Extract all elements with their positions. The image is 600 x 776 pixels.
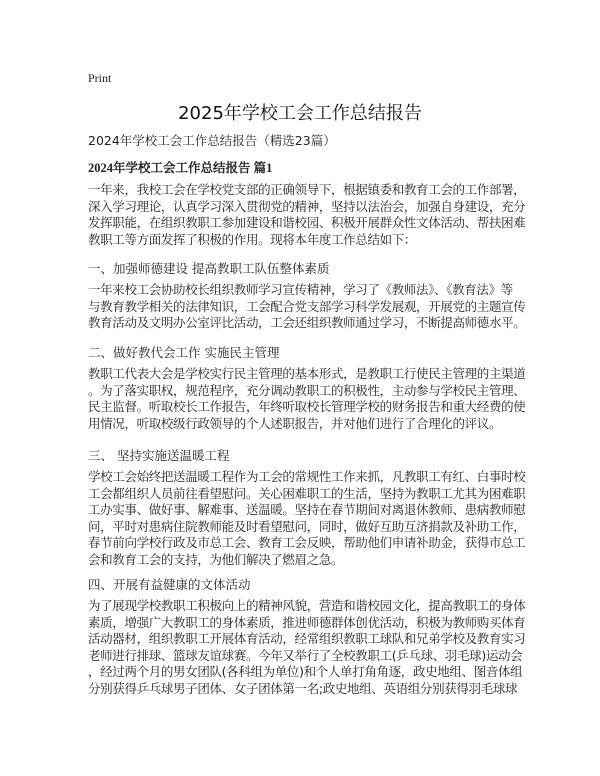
text-line: 素质，增强广大教职工的身体素质，推进师德群体创优活动，积极为教师购买体育 bbox=[88, 614, 526, 630]
section-paragraph bbox=[88, 469, 528, 569]
text-line: 教育活动及文明办公室评比活动，工会还组织教师通过学习，不断提高师德水平。 bbox=[88, 315, 526, 331]
text-line: 分别获得乒乓球男子团体、女子团体第一名;政史地组、英语组分别获得羽毛球球 bbox=[88, 680, 518, 696]
text-line: 发挥职能，在组织教职工参加建设和谐校园、积极开展群众性文体活动、帮扶困难 bbox=[88, 215, 526, 231]
section-heading: 三、 坚持实施送温暖工程 bbox=[88, 448, 230, 463]
text-line: 学校工会始终把送温暖工程作为工会的常规性工作来抓，凡教职工有红、白事时校 bbox=[88, 469, 526, 484]
text-line: 。为了落实职权，规范程序，充分调动教职工的积极性，主动参与学校民主管理、 bbox=[88, 382, 526, 398]
text-line: 春节前向学校行政及市总工会、教育工会反映，帮助他们申请补助金，获得市总工 bbox=[88, 535, 526, 551]
text-line: 用情况，听取校级行政领导的个人述职报告，并对他们进行了合理化的评议。 bbox=[88, 415, 502, 431]
text-line: 活动器材，组织教职工开展体育活动，经常组织教职工球队和兄弟学校及教育实习 bbox=[88, 631, 526, 647]
section-heading: 二、做好教代会工作 实施民主管理 bbox=[88, 345, 280, 360]
text-line: 教职工等方面发挥了积极的作用。现将本年度工作总结如下： bbox=[88, 231, 417, 247]
subtitle: 2024年学校工会工作总结报告（精选23篇） bbox=[88, 133, 336, 148]
text-line: 一年来，我校工会在学校党支部的正确领导下，根据镇委和教育工会的工作部署， bbox=[88, 182, 526, 197]
page-title: 2025年学校工会工作总结报告 bbox=[178, 103, 422, 124]
text-line: 问，平时对患病住院教师能及时看望慰问，同时，做好互助互济捐款及补助工作， bbox=[88, 518, 526, 534]
text-line: 工办实事、做好事、解难事、送温暖。坚持在春节期间对离退休教师、患病教师慰 bbox=[88, 502, 526, 518]
text-line: 一年来校工会协助校长组织教师学习宣传精神，学习了《教师法》、《教育法》等 bbox=[88, 282, 513, 297]
text-line: 为了展现学校教职工积极向上的精神风貌，营造和谐校园文化，提高教职工的身体 bbox=[88, 598, 526, 613]
text-line: ，经过两个月的男女团队(各科组为单位)和个人单打角角逐，政史地组、图音体组 bbox=[88, 664, 523, 680]
intro-paragraph bbox=[88, 182, 528, 248]
text-line: 工会都组织人员前往看望慰问。关心困难职工的生活，坚持为教职工尤其为困难职 bbox=[88, 485, 526, 501]
section-paragraph bbox=[88, 366, 528, 432]
section-heading: 一、加强师德建设 提高教职工队伍整体素质 bbox=[88, 261, 330, 276]
section-paragraph bbox=[88, 598, 528, 698]
section-paragraph bbox=[88, 282, 528, 332]
print-link[interactable]: Print bbox=[88, 71, 112, 85]
text-line: 会和教育工会的支持，为他们解决了燃眉之急。 bbox=[88, 551, 344, 567]
text-line: 民主监督。听取校长工作报告，年终听取校长管理学校的财务报告和重大经费的使 bbox=[88, 399, 526, 415]
text-line: 深入学习理论，认真学习深入贯彻党的精神，坚持以法治会，加强自身建设，充分 bbox=[88, 198, 526, 214]
text-line: 与教育教学相关的法律知识，工会配合党支部学习科学发展观，开展党的主题宣传 bbox=[88, 298, 526, 314]
section-heading: 四、开展有益健康的文体活动 bbox=[88, 577, 251, 592]
text-line: 老师进行排球、篮球友谊球赛。今年又举行了全校教职工(乒乓球、羽毛球)运动会 bbox=[88, 647, 523, 663]
text-line: 教职工代表大会是学校实行民主管理的基本形式，是教职工行使民主管理的主渠道 bbox=[88, 366, 526, 381]
article-heading: 2024年学校工会工作总结报告 篇1 bbox=[88, 161, 273, 175]
